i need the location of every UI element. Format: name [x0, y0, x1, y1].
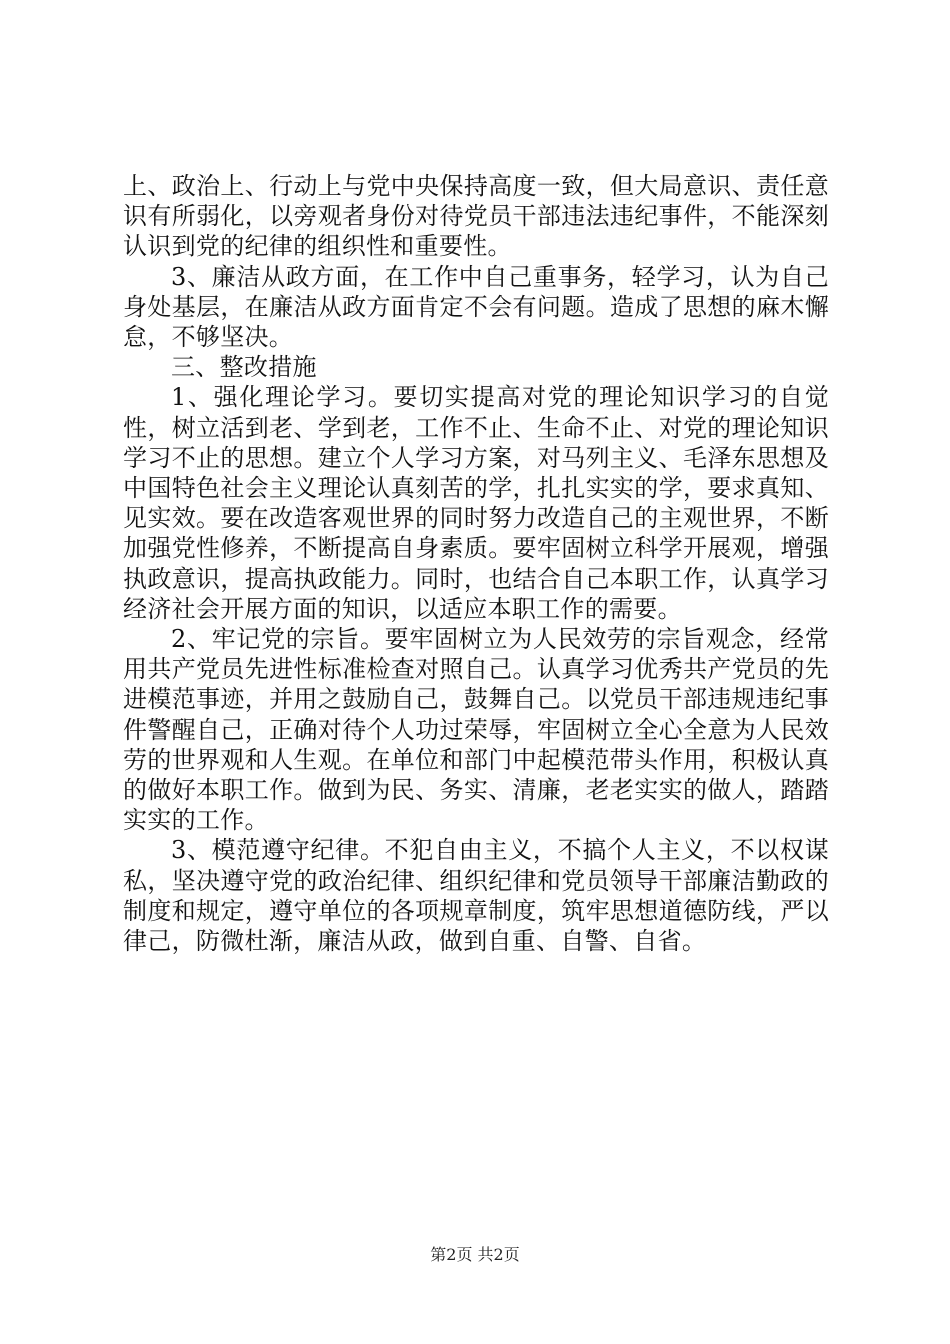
- paragraph-measure-party-purpose: 2、牢记党的宗旨。要牢固树立为人民效劳的宗旨观念，经常用共产党员先进性标准检查对照自己。认真学习优秀共产党员的先进模范事迹，并用之鼓励自己，鼓舞自己。以党员干部违规违纪事件警醒自己，正确对待个人功过荣辱，牢固树立全心全意为人民效劳的世界观和人生观。在单位和部门中起模范带头作用，积极认真的做好本职工作。做到为民、务实、清廉，老老实实的做人，踏踏实实的工作。: [123, 625, 829, 835]
- section-heading-rectification: 三、整改措施: [171, 353, 317, 382]
- paragraph-integrity-issue: 3、廉洁从政方面，在工作中自己重事务，轻学习，认为自己身处基层，在廉洁从政方面肯定不会有问题。造成了思想的麻木懈怠，不够坚决。: [123, 262, 829, 352]
- page-number-label: 第2页 共2页: [430, 1245, 520, 1264]
- document-body: [123, 171, 829, 956]
- paragraph-measure-discipline: 3、模范遵守纪律。不犯自由主义，不搞个人主义，不以权谋私，坚决遵守党的政治纪律、组织纪律和党员领导干部廉洁勤政的制度和规定，遵守单位的各项规章制度，筑牢思想道德防线，严以律己，防微杜渐，廉洁从政，做到自重、自警、自省。: [123, 836, 829, 956]
- paragraph-measure-theory-study: 1、强化理论学习。要切实提高对党的理论知识学习的自觉性，树立活到老、学到老，工作不止、生命不止、对党的理论知识学习不止的思想。建立个人学习方案，对马列主义、毛泽东思想及中国特色社会主义理论认真刻苦的学，扎扎实实的学，要求真知、见实效。要在改造客观世界的同时努力改造自己的主观世界，不断加强党性修养，不断提高自身素质。要牢固树立科学开展观，增强执政意识，提高执政能力。同时，也结合自己本职工作，认真学习经济社会开展方面的知识，以适应本职工作的需要。: [123, 383, 829, 623]
- paragraph-continuation: 上、政治上、行动上与党中央保持高度一致，但大局意识、责任意识有所弱化，以旁观者身份对待党员干部违法违纪事件，不能深刻认识到党的纪律的组织性和重要性。: [123, 172, 829, 261]
- page-footer: [0, 1245, 950, 1265]
